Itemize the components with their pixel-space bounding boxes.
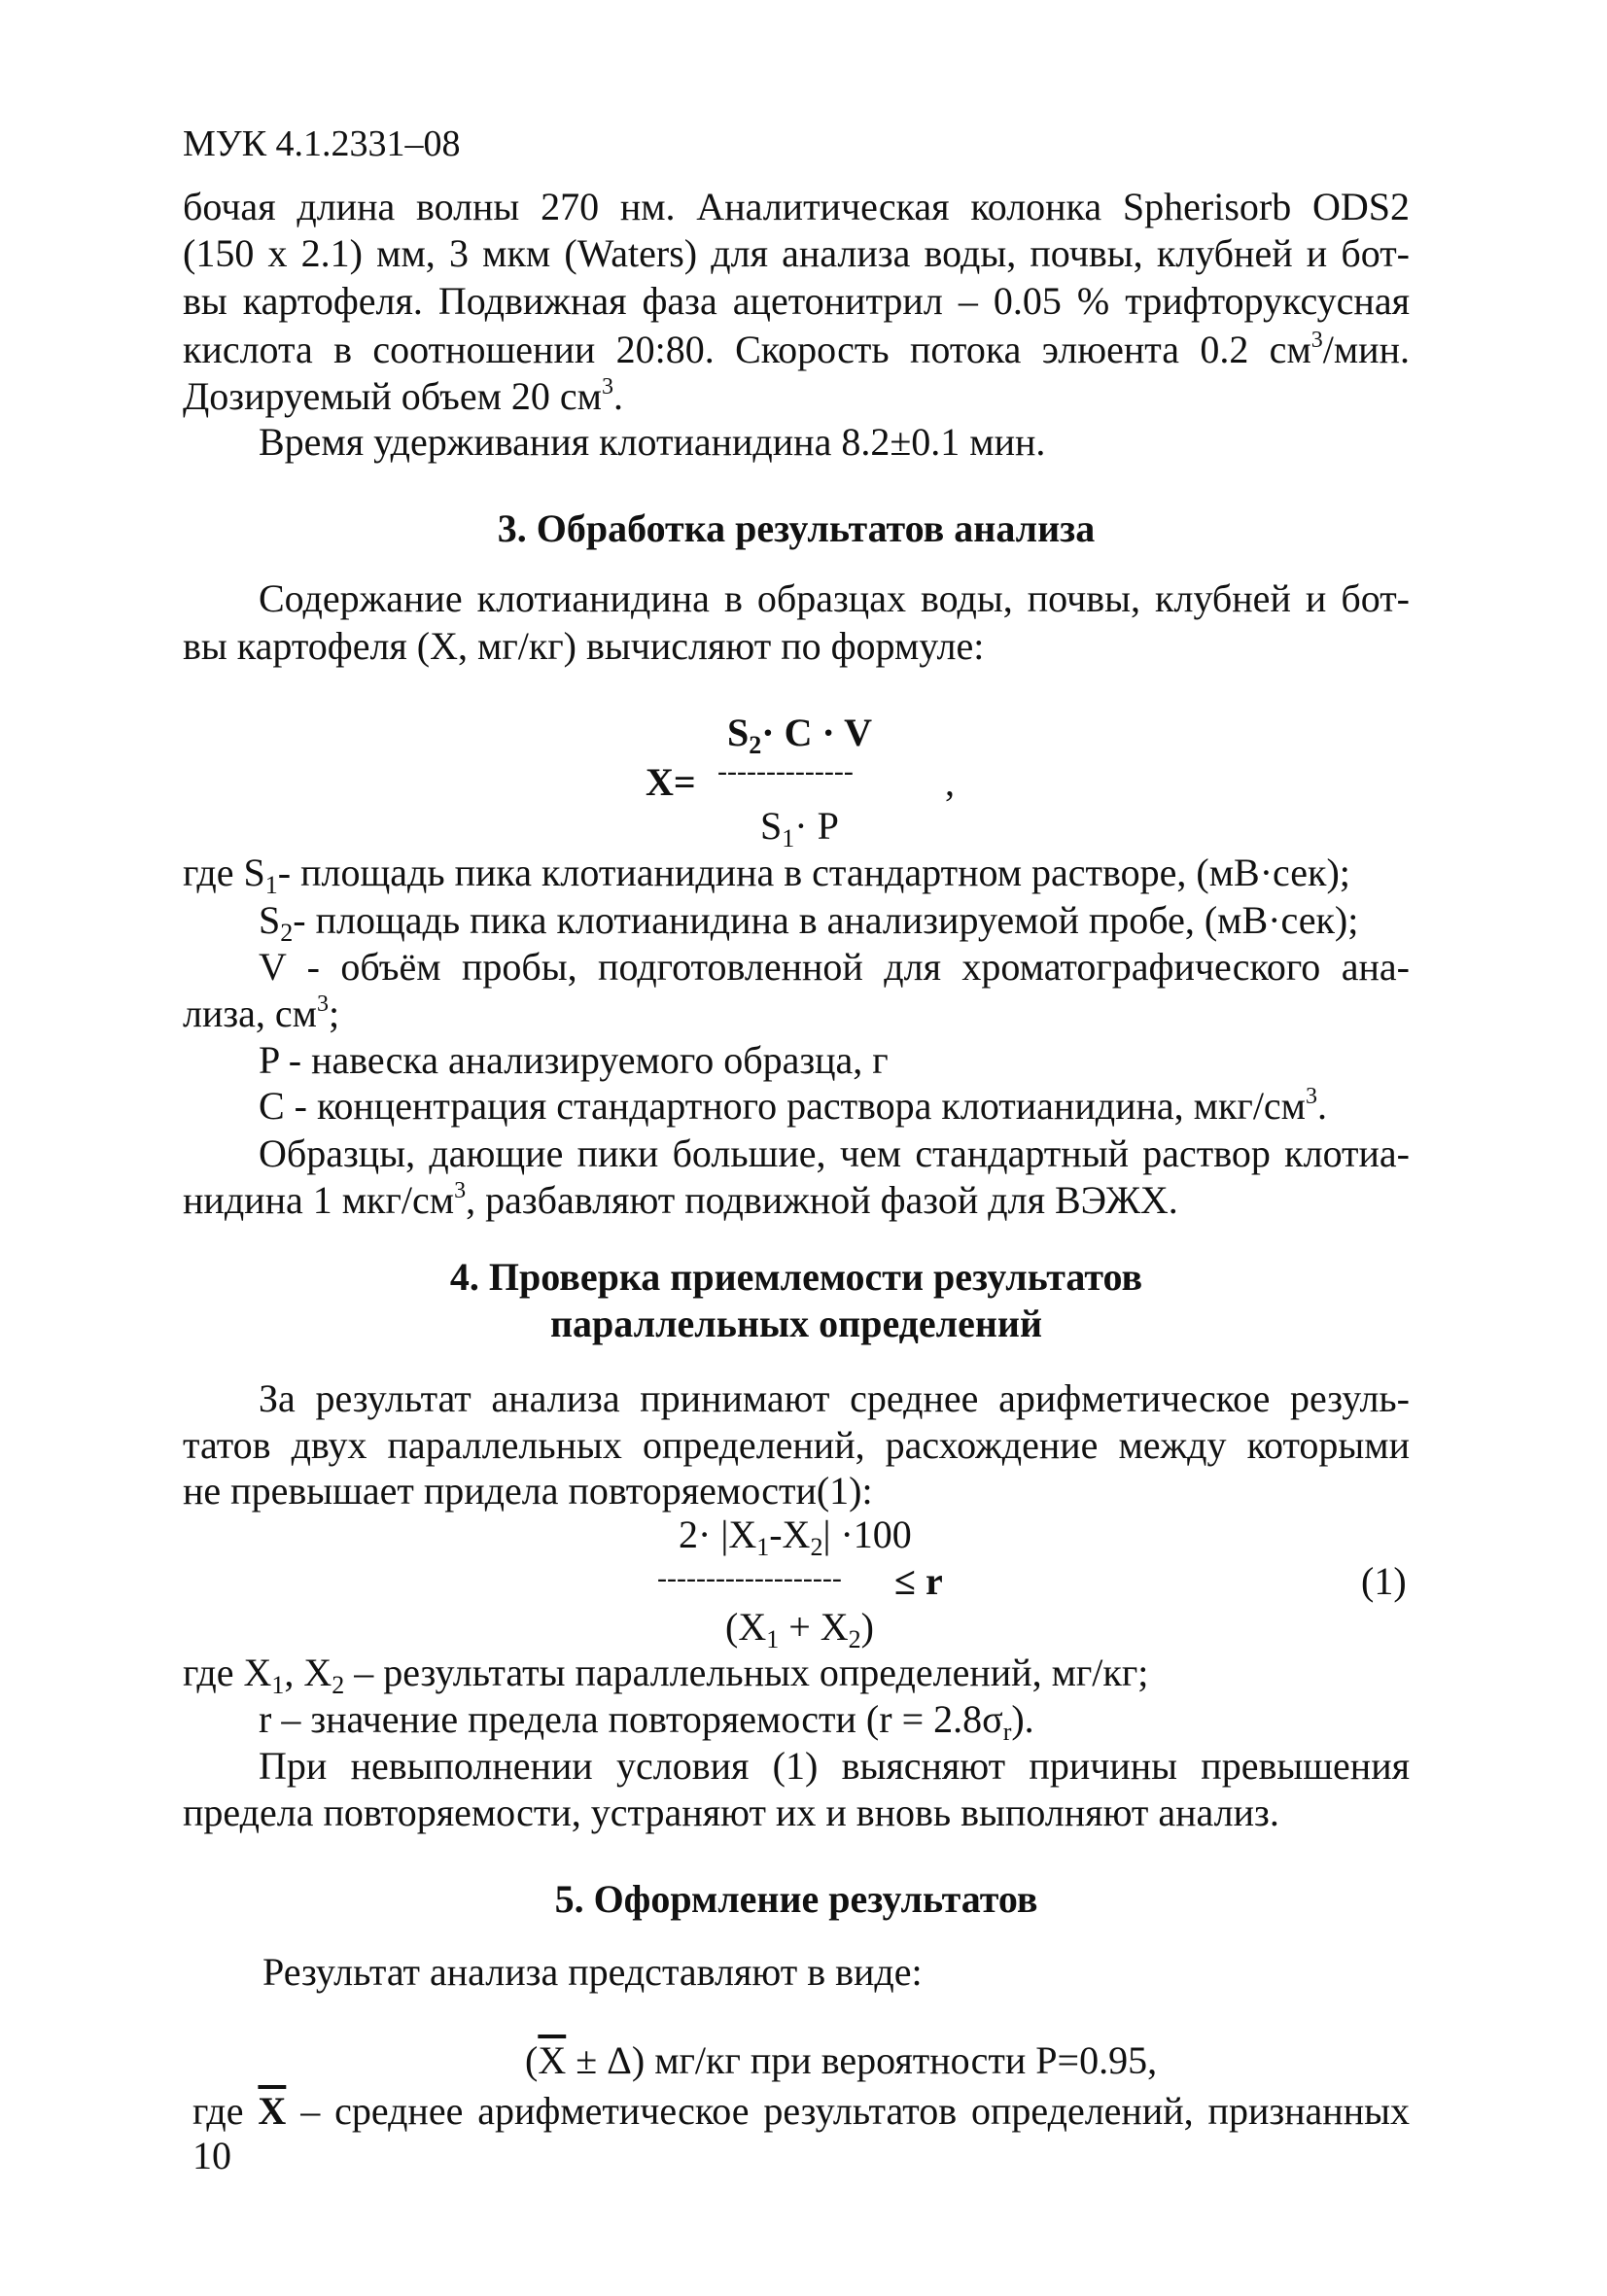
section-4-title-line-1: 4. Проверка приемлемости результатов bbox=[449, 1255, 1143, 1299]
formula-lhs: X= bbox=[646, 760, 696, 804]
section-5-p1: Результат анализа представляют в виде: bbox=[262, 1950, 923, 1994]
formula-bar: -------------- bbox=[717, 755, 854, 787]
repeatability-numerator: $2\cdot |X_1-X_2| \cdot 100$ bbox=[679, 1513, 912, 1561]
section-4-p1-line-2: татов двух параллельных определений, расхождение между которыми bbox=[183, 1423, 1410, 1467]
repeatability-formula-number: (1) bbox=[1361, 1559, 1407, 1603]
definition-v-line-2: лиза, $см^3$; bbox=[183, 991, 340, 1035]
definition-c: C - концентрация стандартного раствора клотианидина, мкг/$см^3$. bbox=[259, 1084, 1327, 1128]
definition-p: P - навеска анализируемого образца, г bbox=[259, 1038, 889, 1082]
failure-line-2: предела повторяемости, устраняют их и вновь выполняют анализ. bbox=[183, 1791, 1279, 1834]
formula-numerator: $S_2\cdot C \cdot V$ bbox=[727, 711, 872, 759]
intro-line-4: кислота в соотношении 20:80. Скорость потока элюента 0.2 $см^3$/мин. bbox=[183, 328, 1410, 371]
section-3-p1-line-1: Содержание клотианидина в образцах воды, почвы, клубней и бот- bbox=[259, 576, 1410, 620]
repeatability-leq: ≤ r bbox=[894, 1559, 943, 1603]
definition-v-line-1: V - объём пробы, подготовленной для хроматографического ана- bbox=[259, 945, 1410, 989]
intro-line-2: (150 x 2.1) мм, 3 мкм (Waters) для анализа воды, почвы, клубней и бот- bbox=[183, 231, 1410, 275]
definition-x1-x2: где $X_1$, $X_2$ – результаты параллельных определений, мг/кг; bbox=[183, 1651, 1149, 1699]
section-4-p1-line-1: За результат анализа принимают среднее арифметическое резуль- bbox=[259, 1376, 1410, 1420]
definition-r: r – значение предела повторяемости $(r = 2.8\sigma_r)$. bbox=[259, 1697, 1034, 1746]
section-3-title: 3. Обработка результатов анализа bbox=[497, 506, 1096, 550]
failure-line-1: При невыполнении условия (1) выясняют причины превышения bbox=[259, 1744, 1410, 1788]
page-number: 10 bbox=[192, 2134, 231, 2177]
document-id: МУК 4.1.2331–08 bbox=[183, 123, 461, 164]
mean-definition: где $\overline{X}$ – среднее арифметическое результатов определений, признанных bbox=[192, 2089, 1410, 2133]
dilution-line-1: Образцы, дающие пики большие, чем стандартный раствор клотиа- bbox=[259, 1131, 1410, 1175]
intro-line-5: Дозируемый объем 20 $см^3$. bbox=[183, 374, 623, 418]
formula-denominator: $S_1\cdot P$ bbox=[760, 804, 839, 852]
section-4-p1-line-3: не превышает придела повторяемости(1): bbox=[183, 1469, 873, 1513]
repeatability-denominator: $(X_1 + X_2)$ bbox=[725, 1605, 874, 1653]
formula-comma: , bbox=[945, 760, 955, 804]
section-4-title-line-2: параллельных определений bbox=[550, 1302, 1042, 1345]
section-3-p1-line-2: вы картофеля (X, мг/кг) вычисляют по формуле: bbox=[183, 624, 985, 668]
definition-s1: где $S_1-$ площадь пика клотианидина в стандартном растворе, (мВ·сек); bbox=[183, 851, 1350, 899]
section-5-title: 5. Оформление результатов bbox=[554, 1877, 1038, 1921]
retention-time: Время удерживания клотианидина 8.2±0.1 мин. bbox=[259, 420, 1046, 464]
dilution-line-2: нидина 1 мкг/$см^3$, разбавляют подвижной фазой для ВЭЖХ. bbox=[183, 1178, 1178, 1222]
repeatability-bar: ------------------- bbox=[657, 1562, 842, 1594]
intro-line-3: вы картофеля. Подвижная фаза ацетонитрил – 0.05 % трифторуксусная bbox=[183, 279, 1410, 323]
result-expression: $(\overline{X} \pm \Delta)$ мг/кг при вероятности P=0.95, bbox=[525, 2038, 1158, 2082]
intro-line-1: бочая длина волны 270 нм. Аналитическая колонка Spherisorb ODS2 bbox=[183, 185, 1410, 228]
definition-s2: $S_2-$ площадь пика клотианидина в анализируемой пробе, (мВ·сек); bbox=[259, 898, 1359, 947]
